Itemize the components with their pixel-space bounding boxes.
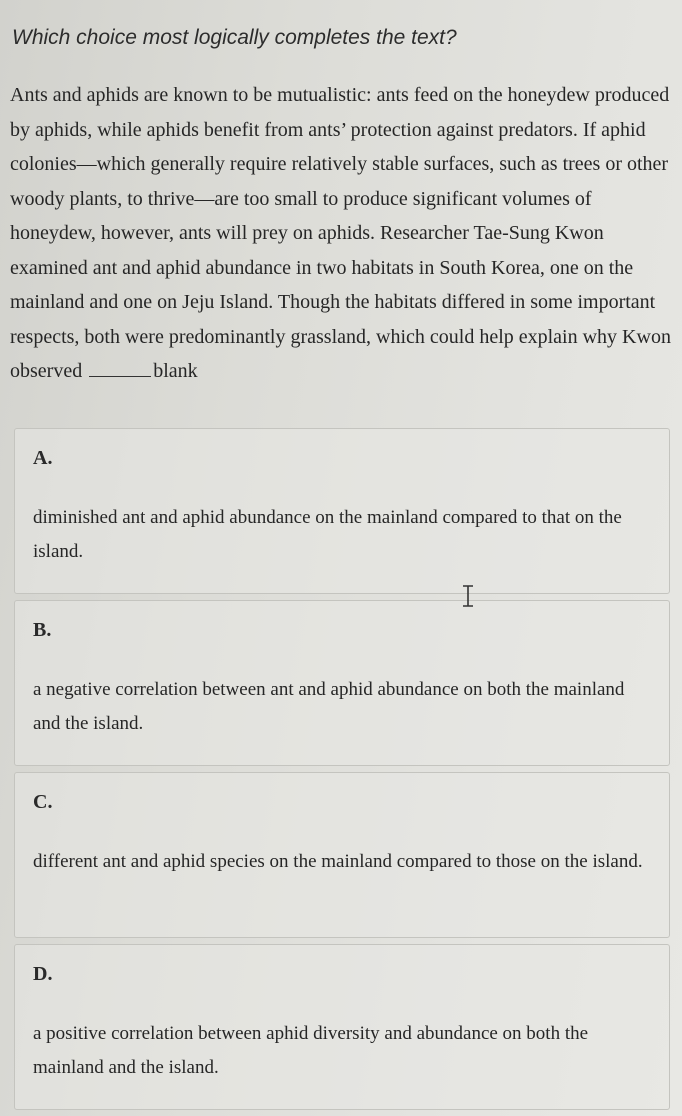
choice-b[interactable] <box>14 600 670 766</box>
choice-letter: B. <box>33 619 52 641</box>
question-prompt: Which choice most logically completes the text? <box>12 26 457 49</box>
passage-body: Ants and aphids are known to be mutualistic: ants feed on the honeydew produced by aphids, while aphids benefit from ants’ protection against predators. If aphid colonies—which generally require relatively stable surfaces, such as trees or other woody plants, to thrive—are too small to produce significant volumes of honeydew, however, ants will prey on aphids. Researcher Tae-Sung Kwon examined ant and aphid abundance in two habitats in South Korea, one on the mainland and one on Jeju Island. Though the habitats differed in some important respects, both were predominantly grassland, which could help explain why Kwon observed <box>10 84 671 382</box>
choice-text: a negative correlation between ant and aphid abundance on both the mainland and the island. <box>33 679 625 734</box>
choice-text: diminished ant and aphid abundance on the mainland compared to that on the island. <box>33 507 622 562</box>
blank-line <box>89 362 151 377</box>
choice-letter: C. <box>33 791 53 813</box>
choice-text: a positive correlation between aphid diversity and abundance on both the mainland and the island. <box>33 1023 589 1078</box>
answer-choices <box>14 428 670 1116</box>
passage-text <box>10 78 678 389</box>
choice-d[interactable] <box>14 944 670 1110</box>
text-cursor-icon <box>460 585 476 607</box>
choice-letter: D. <box>33 963 53 985</box>
choice-letter: A. <box>33 447 53 469</box>
choice-a[interactable] <box>14 428 670 594</box>
choice-c[interactable] <box>14 772 670 938</box>
blank-label: blank <box>153 360 198 382</box>
choice-text: different ant and aphid species on the mainland compared to those on the island. <box>33 851 643 872</box>
